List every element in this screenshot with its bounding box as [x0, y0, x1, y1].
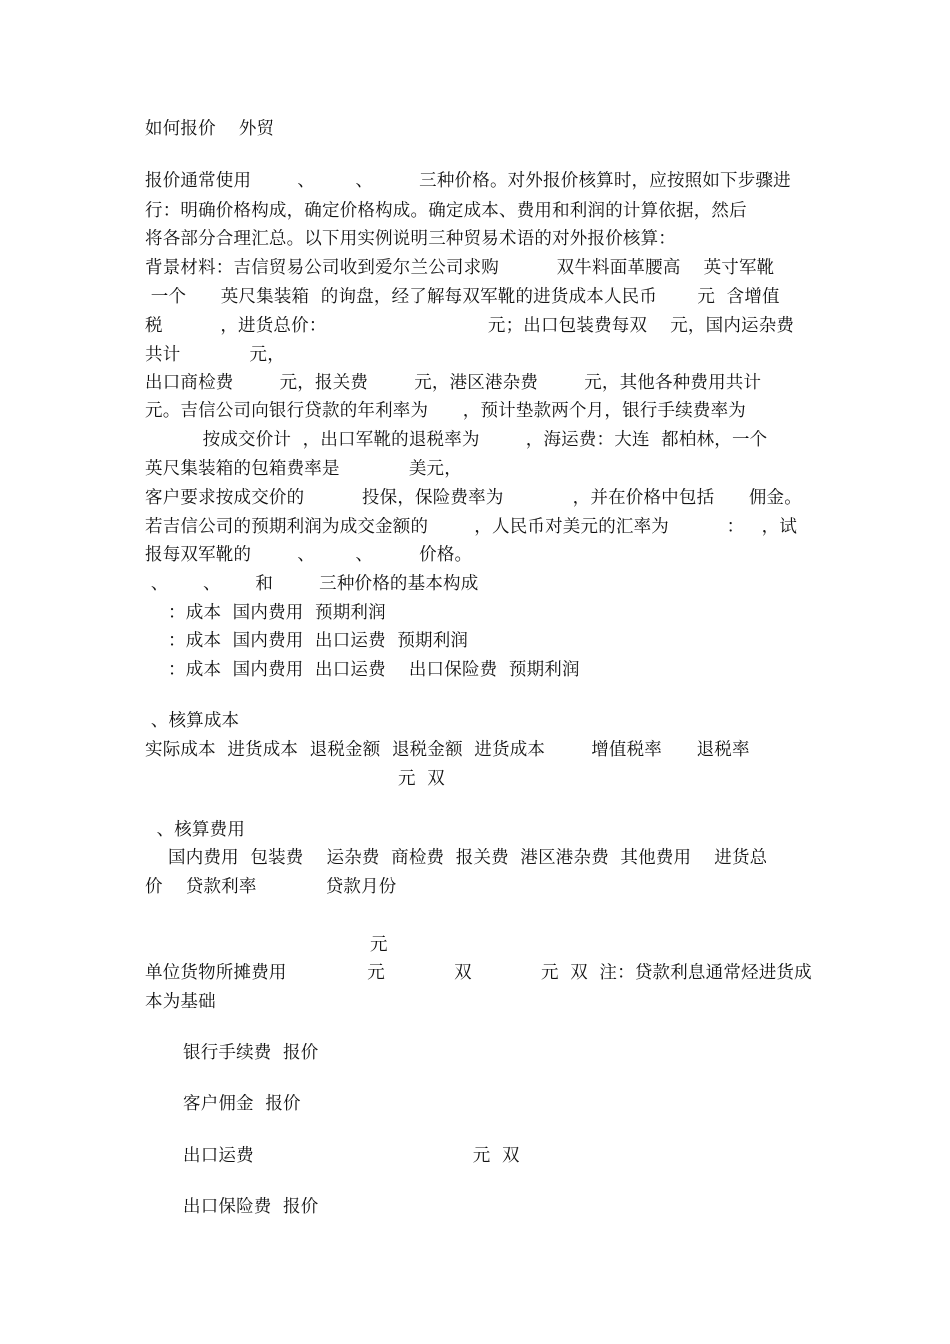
composition-line-3: ：成本 国内费用 出口运费 出口保险费 预期利润 [145, 660, 580, 680]
item-insurance: 出口保险费 报价 [183, 1197, 319, 1217]
doc-title: 如何报价 外贸 [145, 119, 275, 139]
item-commission: 客户佣金 报价 [183, 1094, 301, 1114]
item-freight: 出口运费 元 双 [183, 1146, 520, 1166]
background-line-10: 若吉信公司的预期利润为成交金额的 ，人民币对美元的汇率为 ： ，试 [145, 517, 798, 537]
background-line-7: 按成交价计 ，出口军靴的退税率为 ，海运费：大连 都柏林，一个 [145, 430, 768, 450]
section-fee-line-4: 本为基础 [145, 992, 216, 1012]
section-fee-title: 、核算费用 [145, 820, 246, 840]
background-line-9: 客户要求按成交价的 投保，保险费率为 ，并在价格中包括 佣金。 [145, 488, 802, 508]
background-line-4: 共计 元， [145, 345, 285, 365]
composition-title: 、 、 和 三种价格的基本构成 [145, 574, 479, 594]
intro-line-3: 将各部分合理汇总。以下用实例说明三种贸易术语的对外报价核算： [145, 229, 676, 249]
background-line-2: 一个 英尺集装箱 的询盘，经了解每双军靴的进货成本人民币 元 含增值 [145, 287, 780, 307]
background-line-8: 英尺集装箱的包箱费率是 美元， [145, 459, 462, 479]
intro-line-2: 行：明确价格构成，确定价格构成。确定成本、费用和利润的计算依据，然后 [145, 201, 747, 221]
section-fee-line-3: 单位货物所摊费用 元 双 元 双 注：贷款利息通常烃进货成 [145, 963, 812, 983]
section-cost-line-2: 元 双 [398, 769, 445, 789]
background-line-1: 背景材料：吉信贸易公司收到爱尔兰公司求购 双牛料面革腰高 英寸军靴 [145, 258, 775, 278]
background-line-5: 出口商检费 元，报关费 元，港区港杂费 元，其他各种费用共计 [145, 373, 762, 393]
section-fee-yuan: 元 [370, 935, 388, 955]
section-fee-line-2: 价 贷款利率 贷款月份 [145, 877, 397, 897]
item-bank-fee: 银行手续费 报价 [183, 1043, 319, 1063]
background-line-3: 税 ，进货总价： 元；出口包装费每双 元，国内运杂费 [145, 316, 795, 336]
composition-line-1: ：成本 国内费用 预期利润 [145, 603, 386, 623]
background-line-6: 元。吉信公司向银行贷款的年利率为 ，预计垫款两个月，银行手续费率为 [145, 401, 746, 421]
section-cost-title: 、核算成本 [145, 711, 240, 731]
background-line-11: 报每双军靴的 、 、 价格。 [145, 545, 473, 565]
intro-line-1: 报价通常使用 、 、 三种价格。对外报价核算时，应按照如下步骤进 [145, 171, 791, 191]
section-cost-line-1: 实际成本 进货成本 退税金额 退税金额 进货成本 增值税率 退税率 [145, 740, 750, 760]
section-fee-line-1: 国内费用 包装费 运杂费 商检费 报关费 港区港杂费 其他费用 进货总 [145, 848, 768, 868]
composition-line-2: ：成本 国内费用 出口运费 预期利润 [145, 631, 469, 651]
